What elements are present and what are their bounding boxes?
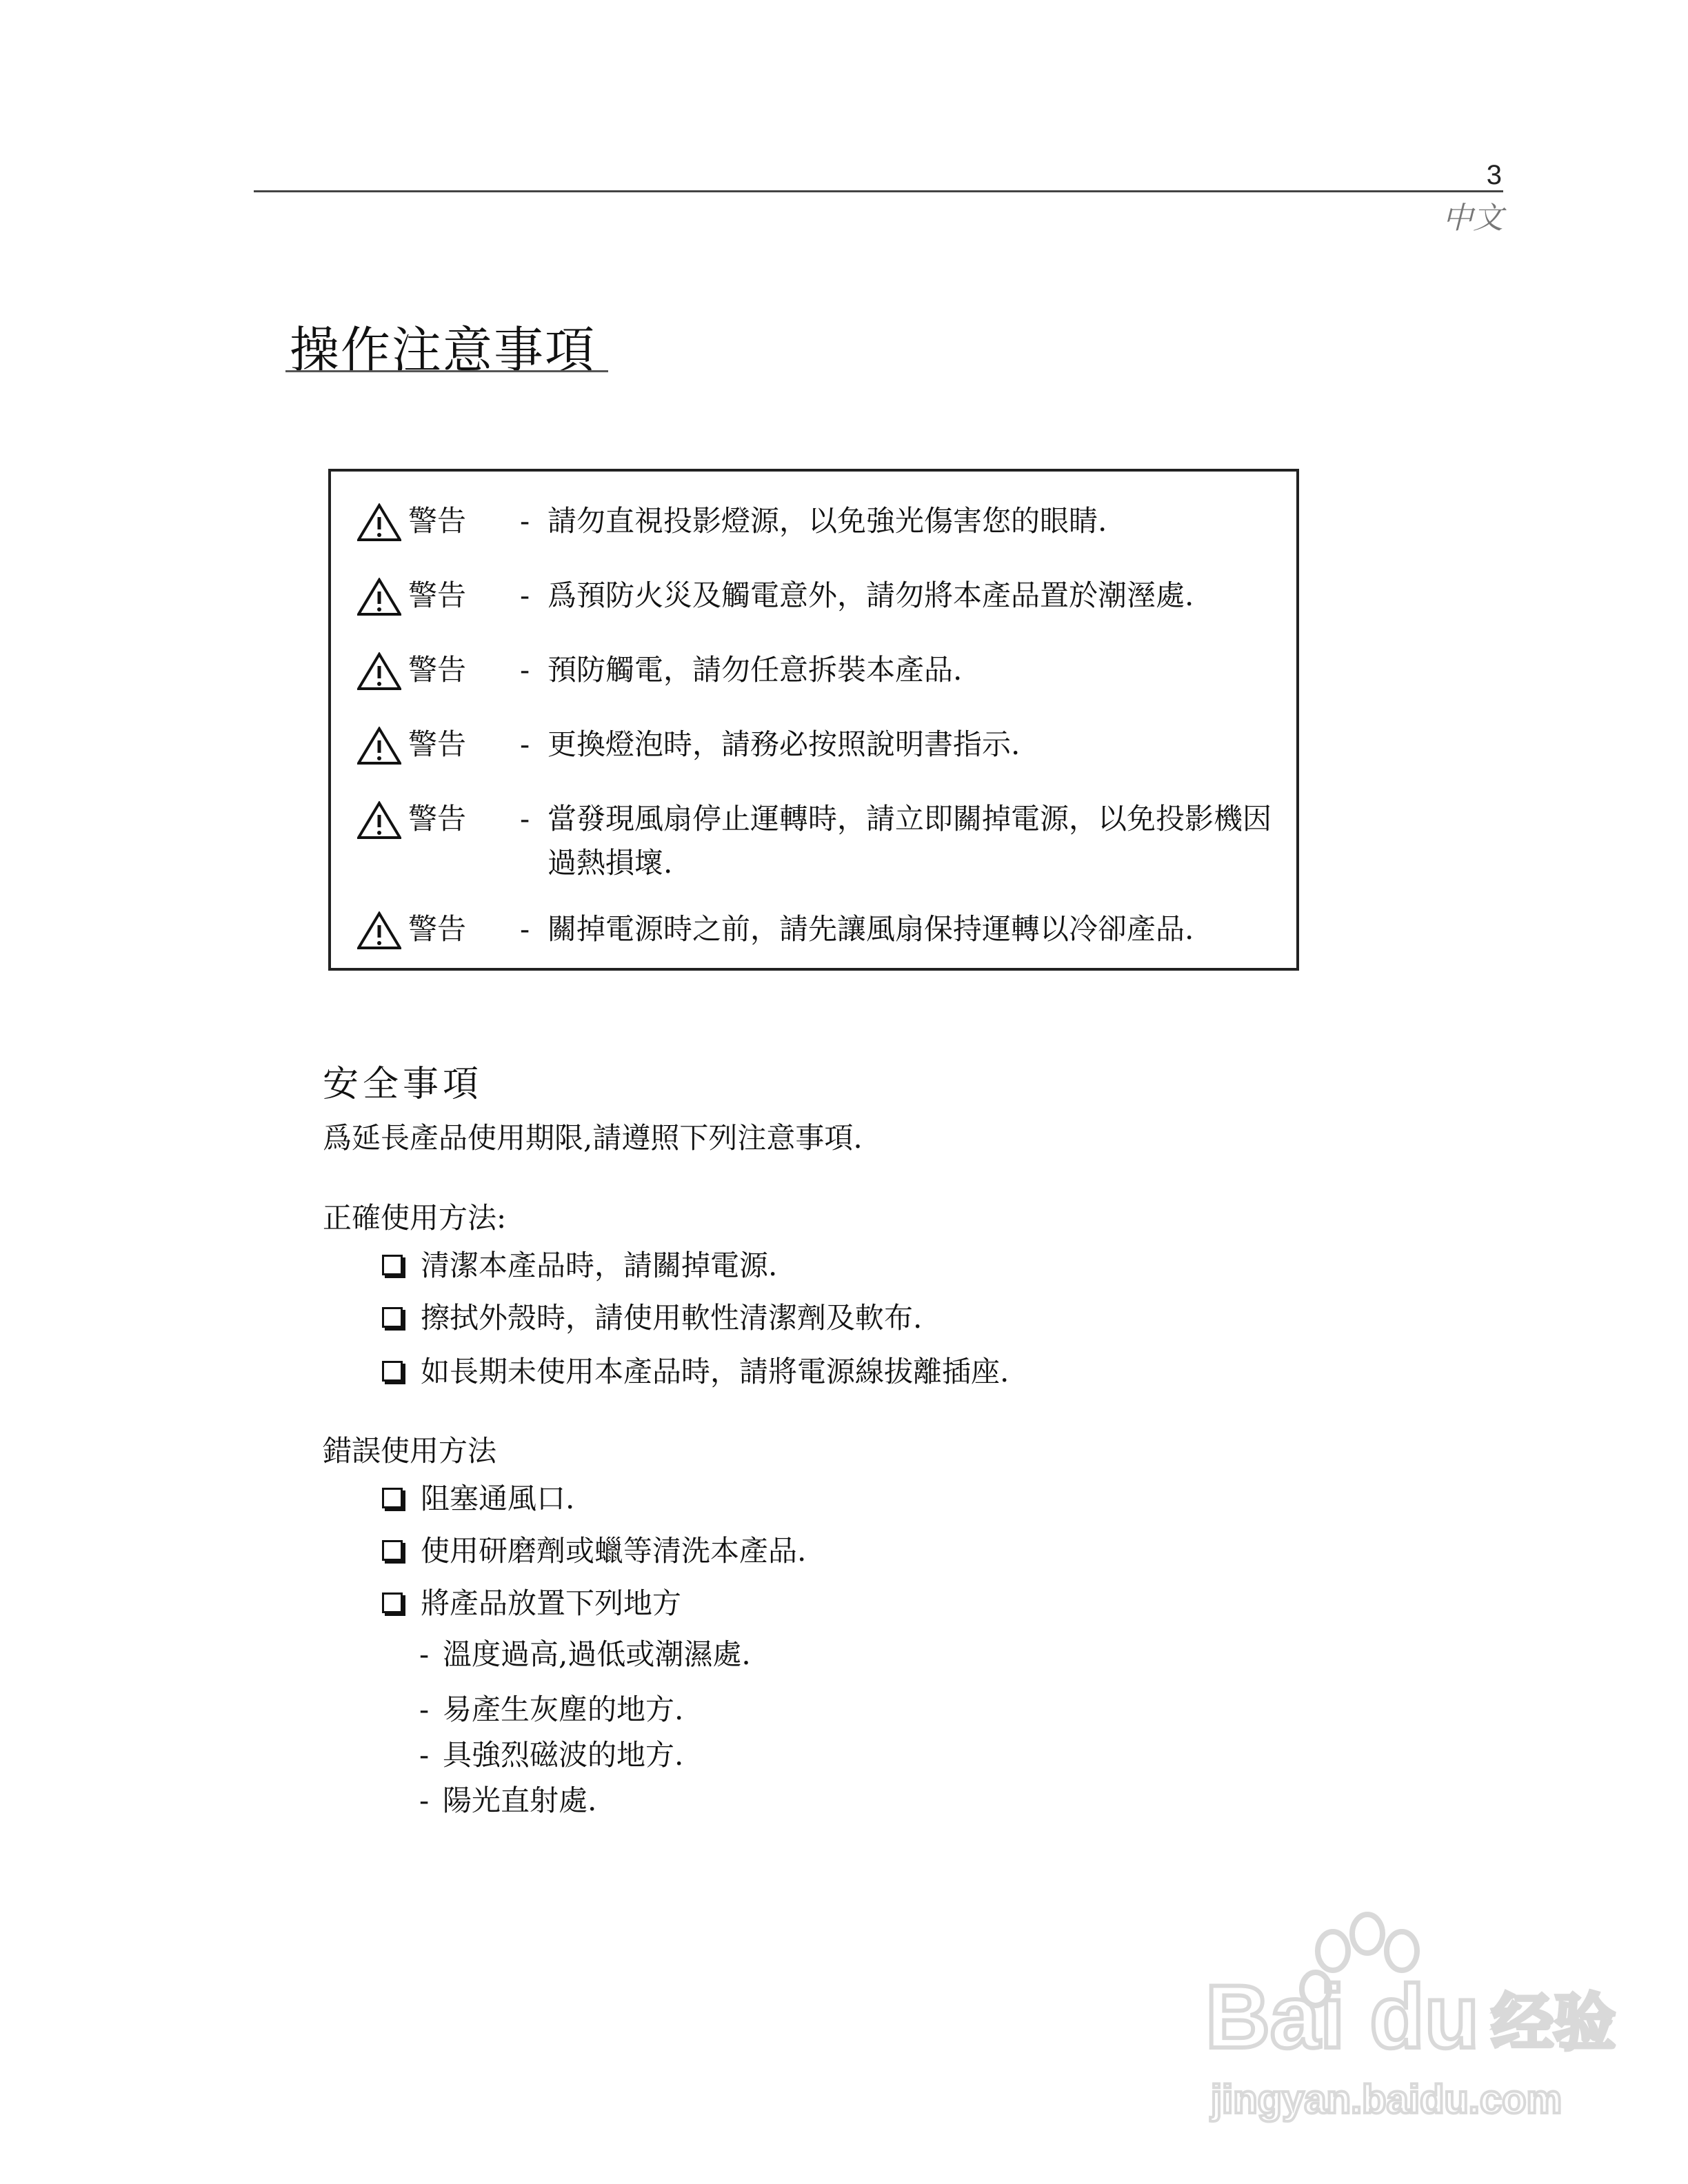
warning-dash: -: [520, 727, 530, 761]
sub-list-item-text: 溫度過高,過低或潮濕處.: [443, 1637, 751, 1671]
warning-text: 關掉電源時之前，請先讓風扇保持運轉以冷卻產品.: [547, 912, 1194, 946]
baidu-watermark: [1192, 1903, 1619, 2130]
warning-text: 更換燈泡時，請務必按照說明書指示.: [547, 727, 1021, 761]
warning-triangle-icon: [357, 911, 401, 950]
sub-list-dash: -: [419, 1692, 430, 1726]
warning-label: 警告: [408, 504, 467, 538]
list-item-text: 如長期未使用本產品時，請將電源線拔離插座.: [421, 1355, 1009, 1388]
checkbox-icon: [382, 1307, 403, 1328]
warning-text: 預防觸電，請勿任意拆裝本產品.: [547, 653, 963, 687]
checkbox-icon: [382, 1255, 403, 1275]
header-rule: [254, 190, 1503, 192]
list-item-text: 清潔本產品時，請關掉電源.: [421, 1248, 778, 1282]
warning-dash: -: [520, 504, 530, 538]
warning-text: 爲預防火災及觸電意外，請勿將本產品置於潮溼處.: [547, 578, 1194, 612]
list-item-text: 使用研磨劑或蠟等清洗本產品.: [421, 1534, 807, 1568]
warning-box: [328, 469, 1299, 971]
watermark-brand-cn: 经验: [1491, 1987, 1616, 2059]
list-item-text: 阻塞通風口.: [421, 1482, 575, 1515]
incorrect-usage-heading: 錯誤使用方法: [323, 1434, 497, 1468]
warning-triangle-icon: [357, 578, 401, 616]
watermark-url: jingyan.baidu.com: [1211, 2077, 1563, 2122]
warning-dash: -: [520, 912, 530, 946]
page-number: 3: [1486, 160, 1502, 190]
warning-label: 警告: [408, 653, 467, 687]
checkbox-icon: [382, 1488, 403, 1508]
sub-list-dash: -: [419, 1637, 430, 1671]
sub-list-item-text: 易產生灰塵的地方.: [443, 1692, 684, 1726]
list-item-text: 將產品放置下列地方: [421, 1586, 682, 1620]
warning-label: 警告: [408, 912, 467, 946]
page-title: 操作注意事項: [290, 321, 596, 379]
warning-dash: -: [520, 802, 530, 836]
list-item-text: 擦拭外殼時，請使用軟性清潔劑及軟布.: [421, 1301, 923, 1335]
warning-label: 警告: [408, 727, 467, 761]
safety-heading: 安全事項: [323, 1064, 483, 1105]
checkbox-icon: [382, 1540, 403, 1561]
warning-triangle-icon: [357, 652, 401, 691]
warning-text: 當發現風扇停止運轉時，請立即關掉電源，以免投影機因過熱損壞.: [547, 802, 1272, 880]
warning-triangle-icon: [357, 503, 401, 542]
page-language: 中文: [1443, 201, 1503, 236]
sub-list-item-text: 陽光直射處.: [443, 1783, 597, 1817]
sub-list-item-text: 具強烈磁波的地方.: [443, 1738, 684, 1772]
sub-list-dash: -: [419, 1738, 430, 1772]
warning-dash: -: [520, 653, 530, 687]
correct-usage-heading: 正確使用方法:: [323, 1201, 507, 1235]
title-underline: [285, 370, 608, 372]
warning-triangle-icon: [357, 727, 401, 765]
checkbox-icon: [382, 1361, 403, 1382]
checkbox-icon: [382, 1593, 403, 1613]
warning-label: 警告: [408, 578, 467, 612]
sub-list-dash: -: [419, 1783, 430, 1817]
watermark-brand: Bai du: [1205, 1966, 1480, 2067]
warning-triangle-icon: [357, 801, 401, 840]
safety-intro: 爲延長產品使用期限,請遵照下列注意事項.: [323, 1121, 863, 1155]
warning-dash: -: [520, 578, 530, 612]
warning-label: 警告: [408, 802, 467, 836]
warning-text: 請勿直視投影燈源，以免強光傷害您的眼睛.: [547, 504, 1107, 538]
